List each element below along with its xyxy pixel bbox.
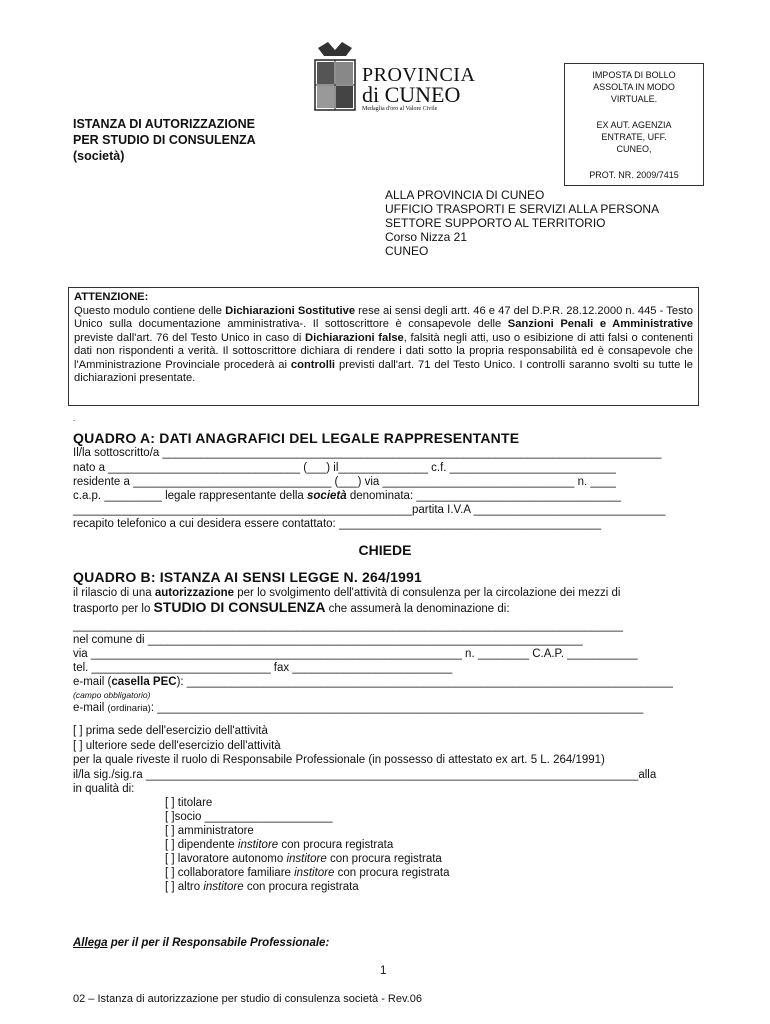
field-tel-fax[interactable]: tel. ____________________________ fax _________________________	[73, 662, 453, 674]
field-partita-iva[interactable]: _____________________________________________________partita I.V.A ______________________________	[73, 504, 666, 516]
province-logo	[310, 42, 475, 114]
field-comune[interactable]: nel comune di ____________________________________________________________________	[73, 634, 583, 646]
field-residenza[interactable]: residente a _______________________________ (___) via ______________________________ n. ____	[73, 476, 616, 488]
form-title-line1: ISTANZA DI AUTORIZZAZIONE	[73, 117, 255, 131]
field-responsabile[interactable]: il/la sig./sig.ra _____________________________________________________________________________alla	[73, 769, 657, 781]
checkbox-prima-sede[interactable]: [ ] prima sede dell'esercizio dell'attività	[73, 725, 268, 737]
field-sottoscritto[interactable]: Il/la sottoscritto/a ______________________________________________________________________________	[73, 447, 662, 459]
field-denominazione[interactable]: ______________________________________________________________________________________	[73, 620, 624, 632]
footer-text: 02 – Istanza di autorizzazione per studio di consulenza società - Rev.06	[73, 993, 422, 1005]
coat-of-arms-icon	[310, 42, 360, 114]
allega-heading: Allega per il per il Responsabile Professionale:	[73, 937, 330, 949]
bollo-line: ASSOLTA IN MODO	[593, 82, 675, 92]
role-option[interactable]: [ ] collaboratore familiare institore con procura registrata	[165, 867, 450, 879]
logo-line1: PROVINCIA	[362, 64, 476, 86]
role-option[interactable]: [ ] amministratore	[165, 825, 254, 837]
bollo-line: IMPOSTA DI BOLLO	[592, 70, 676, 80]
tax-stamp-box	[564, 63, 704, 186]
role-option[interactable]: [ ] titolare	[165, 797, 213, 809]
field-pec[interactable]: e-mail (casella PEC): ____________________________________________________________________________	[73, 676, 673, 688]
address-line: ALLA PROVINCIA DI CUNEO	[385, 188, 545, 202]
field-recapito[interactable]: recapito telefonico a cui desidera essere contattato: _________________________________________	[73, 518, 602, 530]
field-nascita[interactable]: nato a ______________________________ (___) il______________ c.f. __________________________	[73, 462, 616, 474]
field-email[interactable]: e-mail (ordinaria): ____________________________________________________________________________	[73, 702, 644, 714]
page-number: 1	[380, 965, 387, 977]
role-option[interactable]: [ ] lavoratore autonomo institore con procura registrata	[165, 853, 442, 865]
qualita-label: in qualità di:	[73, 783, 135, 795]
role-option[interactable]: [ ] dipendente institore con procura registrata	[165, 839, 394, 851]
bollo-line: CUNEO,	[616, 144, 652, 154]
address-line: Corso Nizza 21	[385, 230, 468, 244]
quadro-b-title: QUADRO B: ISTANZA AI SENSI LEGGE N. 264/1991	[73, 569, 423, 585]
responsabile-text: per la quale riveste il ruolo di Responsabile Professionale (in possesso di attestato ex art. 5 L. 264/1991)	[73, 754, 605, 766]
bollo-line: EX AUT. AGENZIA	[596, 120, 672, 130]
role-option[interactable]: [ ]socio ____________________	[165, 811, 333, 823]
quadro-b-text2: trasporto per lo STUDIO DI CONSULENZA che assumerà la denominazione di:	[73, 599, 510, 615]
chiede-heading: CHIEDE	[358, 542, 412, 558]
field-cap-societa[interactable]: c.a.p. _________ legale rappresentante della società denominata: ________________________________	[73, 490, 622, 502]
attention-heading: ATTENZIONE:	[74, 291, 149, 303]
logo-line2: di CUNEO	[362, 82, 461, 107]
pec-note: (campo obbligatorio)	[73, 690, 151, 700]
dot-mark: .	[73, 414, 76, 423]
form-title-line2: PER STUDIO DI CONSULENZA	[73, 133, 256, 147]
address-line: SETTORE SUPPORTO AL TERRITORIO	[385, 216, 606, 230]
bollo-line: VIRTUALE.	[610, 94, 658, 104]
logo-tagline: Medaglia d'oro al Valore Civile	[362, 106, 438, 112]
quadro-a-title: QUADRO A: DATI ANAGRAFICI DEL LEGALE RAPPRESENTANTE	[73, 430, 520, 446]
attention-box	[68, 287, 699, 406]
quadro-b-text1: il rilascio di una autorizzazione per lo svolgimento dell'attività di consulenza per la circolazione dei mezzi di	[73, 587, 621, 599]
role-option[interactable]: [ ] altro institore con procura registrata	[165, 881, 359, 893]
recipient-address	[385, 188, 659, 258]
form-title	[73, 116, 256, 164]
form-title-line3: (società)	[73, 149, 125, 163]
bollo-line: PROT. NR. 2009/7415	[589, 170, 679, 180]
address-line: UFFICIO TRASPORTI E SERVIZI ALLA PERSONA	[385, 202, 660, 216]
field-via[interactable]: via __________________________________________________________ n. ________ C.A.P. ___________	[73, 648, 638, 660]
bollo-line: ENTRATE, UFF.	[601, 132, 667, 142]
checkbox-ulteriore-sede[interactable]: [ ] ulteriore sede dell'esercizio dell'attività	[73, 740, 281, 752]
attention-text: Questo modulo contiene delle Dichiarazioni Sostitutive rese ai sensi degli artt. 46 e 47 del D.P.R. 28.12.2000 n. 445 - Testo Unico sulla documentazione amministrativa-. Il sottoscrittore è consapevole delle Sanzioni Penali e Amministrative previste dall'art. 76 del Testo Unico in caso di Dichiarazioni false, falsità negli atti, uso o esibizione di atti falsi o contenenti dati non rispondenti a verità. Il sottoscrittore dichiara di rendere i dati sotto la propria responsabilità ed è consapevole che l'Amministrazione Provinciale procederà ai controlli previsti dall'art. 71 del Testo Unico. I controlli saranno svolti su tutte le dichiarazioni presentate.	[74, 304, 694, 384]
address-line: CUNEO	[385, 244, 429, 258]
